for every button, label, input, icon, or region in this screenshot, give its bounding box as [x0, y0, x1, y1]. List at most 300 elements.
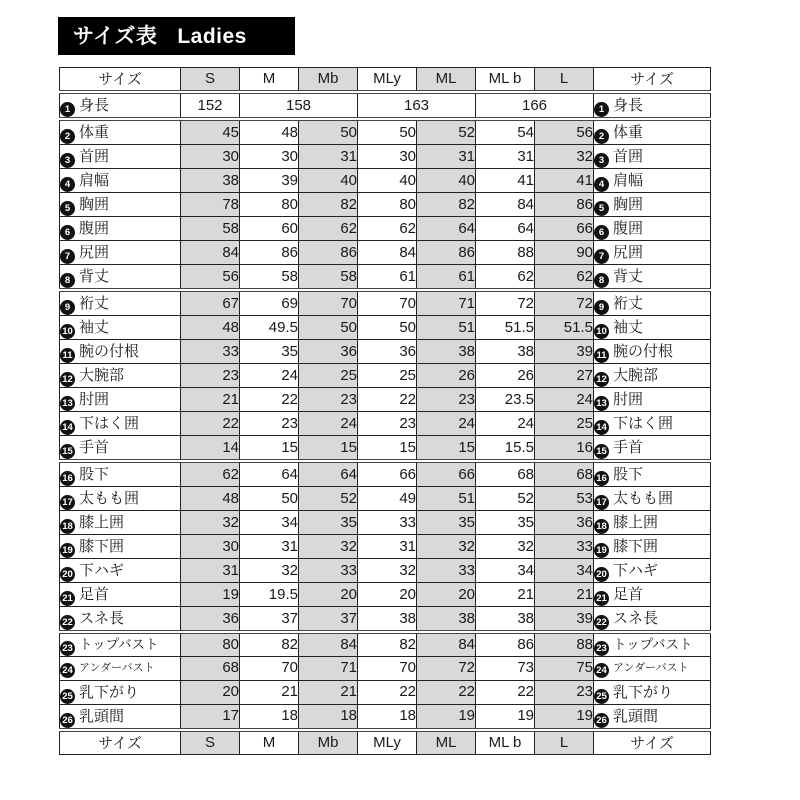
value-cell: 30: [240, 145, 299, 169]
table-row: [60, 388, 711, 412]
number-badge-icon: 14: [60, 420, 75, 435]
value-cell: 22: [417, 680, 476, 704]
value-cell: 45: [181, 119, 240, 145]
value-cell: 39: [240, 169, 299, 193]
header-size-mly: MLy: [358, 730, 417, 755]
value-cell: 36: [181, 607, 240, 633]
number-badge-icon: 16: [594, 471, 609, 486]
number-badge-icon: 21: [60, 591, 75, 606]
value-cell: 16: [535, 436, 594, 462]
header-size-m: M: [240, 730, 299, 755]
height-value: 152: [181, 92, 240, 119]
row-label: [60, 290, 181, 316]
value-cell: 23: [358, 412, 417, 436]
number-badge-icon: 9: [60, 300, 75, 315]
value-cell: 31: [417, 145, 476, 169]
value-cell: 78: [181, 193, 240, 217]
row-label-text: 裄丈: [613, 294, 644, 312]
row-label: [594, 680, 711, 704]
value-cell: 31: [299, 145, 358, 169]
row-label: [594, 461, 711, 487]
value-cell: 23.5: [476, 388, 535, 412]
row-label: [60, 241, 181, 265]
table-row: [60, 461, 711, 487]
row-label: [594, 487, 711, 511]
row-label-text: 手首: [613, 438, 644, 456]
value-cell: 40: [417, 169, 476, 193]
row-label-text: 下はく囲: [79, 414, 140, 432]
row-label-text: 背丈: [79, 267, 110, 285]
row-label: [60, 657, 181, 681]
header-size-m: M: [240, 68, 299, 93]
table-row: [60, 169, 711, 193]
number-badge-icon: 25: [594, 689, 609, 704]
value-cell: 30: [181, 535, 240, 559]
value-cell: 33: [181, 340, 240, 364]
row-label: [594, 436, 711, 462]
row-label: [594, 145, 711, 169]
number-badge-icon: 14: [594, 420, 609, 435]
number-badge-icon: 19: [594, 543, 609, 558]
value-cell: 72: [476, 290, 535, 316]
number-badge-icon: 5: [594, 201, 609, 216]
value-cell: 20: [299, 583, 358, 607]
header-size-mly: MLy: [358, 68, 417, 93]
value-cell: 88: [535, 632, 594, 657]
value-cell: 23: [535, 680, 594, 704]
row-label: [594, 657, 711, 681]
value-cell: 17: [181, 704, 240, 730]
value-cell: 50: [299, 316, 358, 340]
number-badge-icon: 1: [594, 102, 609, 117]
header-size-label: サイズ: [60, 68, 181, 93]
row-label-text: 太もも囲: [613, 489, 674, 507]
value-cell: 82: [358, 632, 417, 657]
value-cell: 50: [240, 487, 299, 511]
value-cell: 38: [476, 340, 535, 364]
value-cell: 22: [358, 680, 417, 704]
value-cell: 51.5: [535, 316, 594, 340]
row-label-text: 背丈: [613, 267, 644, 285]
row-label-text: アンダーバスト: [613, 661, 689, 675]
value-cell: 69: [240, 290, 299, 316]
row-label-text: 尻囲: [613, 243, 644, 261]
value-cell: 75: [535, 657, 594, 681]
value-cell: 26: [476, 364, 535, 388]
value-cell: 18: [299, 704, 358, 730]
value-cell: 86: [476, 632, 535, 657]
value-cell: 62: [358, 217, 417, 241]
number-badge-icon: 7: [60, 249, 75, 264]
number-badge-icon: 3: [60, 153, 75, 168]
value-cell: 50: [358, 316, 417, 340]
row-label-text: 身長: [79, 96, 110, 114]
row-label: [60, 607, 181, 633]
value-cell: 62: [535, 265, 594, 291]
table-row: [60, 583, 711, 607]
value-cell: 62: [181, 461, 240, 487]
value-cell: 38: [181, 169, 240, 193]
value-cell: 31: [181, 559, 240, 583]
table-row: [60, 193, 711, 217]
row-label-text: 腕の付根: [79, 342, 140, 360]
value-cell: 24: [476, 412, 535, 436]
row-label: [60, 583, 181, 607]
row-label: [594, 583, 711, 607]
number-badge-icon: 4: [60, 177, 75, 192]
value-cell: 30: [181, 145, 240, 169]
table-row: [60, 680, 711, 704]
value-cell: 82: [299, 193, 358, 217]
number-badge-icon: 10: [594, 324, 609, 339]
value-cell: 20: [417, 583, 476, 607]
table-row: [60, 119, 711, 145]
value-cell: 64: [299, 461, 358, 487]
row-label-text: 腹囲: [613, 219, 644, 237]
row-label: [60, 535, 181, 559]
number-badge-icon: 23: [594, 641, 609, 656]
number-badge-icon: 5: [60, 201, 75, 216]
value-cell: 56: [535, 119, 594, 145]
table-row: [60, 412, 711, 436]
value-cell: 19: [181, 583, 240, 607]
value-cell: 53: [535, 487, 594, 511]
value-cell: 25: [358, 364, 417, 388]
value-cell: 32: [240, 559, 299, 583]
value-cell: 35: [299, 511, 358, 535]
row-label-text: アンダーバスト: [79, 661, 155, 675]
value-cell: 15: [299, 436, 358, 462]
value-cell: 84: [299, 632, 358, 657]
value-cell: 86: [299, 241, 358, 265]
value-cell: 90: [535, 241, 594, 265]
value-cell: 49.5: [240, 316, 299, 340]
value-cell: 38: [417, 607, 476, 633]
number-badge-icon: 7: [594, 249, 609, 264]
value-cell: 31: [358, 535, 417, 559]
value-cell: 40: [299, 169, 358, 193]
value-cell: 61: [358, 265, 417, 291]
header-size-label: サイズ: [594, 730, 711, 755]
value-cell: 22: [358, 388, 417, 412]
row-label: [594, 169, 711, 193]
row-label: [60, 265, 181, 291]
row-label-text: 股下: [79, 465, 110, 483]
number-badge-icon: 3: [594, 153, 609, 168]
value-cell: 88: [476, 241, 535, 265]
value-cell: 24: [299, 412, 358, 436]
value-cell: 70: [358, 290, 417, 316]
value-cell: 35: [476, 511, 535, 535]
value-cell: 51: [417, 487, 476, 511]
value-cell: 15: [358, 436, 417, 462]
header-size-mb: Mb: [299, 68, 358, 93]
row-label: [60, 92, 181, 119]
value-cell: 19.5: [240, 583, 299, 607]
value-cell: 19: [476, 704, 535, 730]
value-cell: 58: [240, 265, 299, 291]
row-label-text: 足首: [613, 585, 644, 603]
value-cell: 72: [535, 290, 594, 316]
number-badge-icon: 15: [60, 444, 75, 459]
row-label: [594, 119, 711, 145]
row-label-text: 手首: [79, 438, 110, 456]
row-label-text: 膝上囲: [613, 513, 659, 531]
number-badge-icon: 25: [60, 689, 75, 704]
page-title: [58, 17, 295, 55]
number-badge-icon: 24: [60, 663, 75, 678]
number-badge-icon: 15: [594, 444, 609, 459]
row-label-text: 腕の付根: [613, 342, 674, 360]
header-size-mlb: ML b: [476, 730, 535, 755]
number-badge-icon: 2: [594, 129, 609, 144]
value-cell: 73: [476, 657, 535, 681]
number-badge-icon: 6: [60, 225, 75, 240]
value-cell: 68: [535, 461, 594, 487]
value-cell: 27: [535, 364, 594, 388]
number-badge-icon: 17: [60, 495, 75, 510]
value-cell: 34: [535, 559, 594, 583]
row-label-text: 袖丈: [613, 318, 644, 336]
row-label: [60, 436, 181, 462]
title-en: Ladies: [177, 25, 247, 48]
number-badge-icon: 11: [594, 348, 609, 363]
row-label: [60, 461, 181, 487]
value-cell: 56: [181, 265, 240, 291]
header-size-mb: Mb: [299, 730, 358, 755]
value-cell: 14: [181, 436, 240, 462]
header-size-label: サイズ: [60, 730, 181, 755]
header-size-ml: ML: [417, 68, 476, 93]
value-cell: 20: [181, 680, 240, 704]
value-cell: 84: [181, 241, 240, 265]
number-badge-icon: 10: [60, 324, 75, 339]
row-label: [60, 487, 181, 511]
value-cell: 52: [476, 487, 535, 511]
value-cell: 19: [535, 704, 594, 730]
number-badge-icon: 12: [60, 372, 75, 387]
row-label: [60, 364, 181, 388]
number-badge-icon: 22: [594, 615, 609, 630]
number-badge-icon: 11: [60, 348, 75, 363]
value-cell: 71: [299, 657, 358, 681]
number-badge-icon: 20: [594, 567, 609, 582]
value-cell: 62: [299, 217, 358, 241]
row-label: [594, 388, 711, 412]
value-cell: 35: [240, 340, 299, 364]
value-cell: 25: [299, 364, 358, 388]
value-cell: 66: [358, 461, 417, 487]
value-cell: 48: [240, 119, 299, 145]
value-cell: 38: [417, 340, 476, 364]
header-size-l: L: [535, 730, 594, 755]
row-label: [594, 92, 711, 119]
row-label-text: 首囲: [613, 147, 644, 165]
value-cell: 15: [240, 436, 299, 462]
value-cell: 32: [299, 535, 358, 559]
row-label: [594, 265, 711, 291]
value-cell: 48: [181, 316, 240, 340]
row-label-text: 肩幅: [79, 171, 110, 189]
value-cell: 15.5: [476, 436, 535, 462]
value-cell: 61: [417, 265, 476, 291]
value-cell: 22: [181, 412, 240, 436]
value-cell: 23: [240, 412, 299, 436]
value-cell: 51.5: [476, 316, 535, 340]
row-label: [594, 511, 711, 535]
row-label: [594, 559, 711, 583]
number-badge-icon: 2: [60, 129, 75, 144]
row-label-text: 裄丈: [79, 294, 110, 312]
row-label: [60, 704, 181, 730]
table-row: [60, 364, 711, 388]
value-cell: 36: [535, 511, 594, 535]
number-badge-icon: 1: [60, 102, 75, 117]
height-value: 158: [240, 92, 358, 119]
value-cell: 30: [358, 145, 417, 169]
table-row: [60, 265, 711, 291]
row-label-text: 乳頭間: [613, 706, 659, 725]
value-cell: 41: [476, 169, 535, 193]
row-label: [60, 193, 181, 217]
table-row: [60, 436, 711, 462]
table-row: [60, 607, 711, 633]
number-badge-icon: 23: [60, 641, 75, 656]
value-cell: 52: [417, 119, 476, 145]
value-cell: 39: [535, 340, 594, 364]
value-cell: 84: [358, 241, 417, 265]
value-cell: 54: [476, 119, 535, 145]
value-cell: 18: [240, 704, 299, 730]
row-label-text: トップバスト: [613, 637, 693, 653]
row-label: [60, 511, 181, 535]
value-cell: 49: [358, 487, 417, 511]
header-row: [60, 68, 711, 93]
row-label: [60, 169, 181, 193]
value-cell: 34: [476, 559, 535, 583]
header-size-l: L: [535, 68, 594, 93]
row-label-text: 肩幅: [613, 171, 644, 189]
number-badge-icon: 13: [60, 396, 75, 411]
value-cell: 50: [299, 119, 358, 145]
value-cell: 21: [476, 583, 535, 607]
value-cell: 33: [535, 535, 594, 559]
value-cell: 20: [358, 583, 417, 607]
value-cell: 23: [181, 364, 240, 388]
row-label: [60, 559, 181, 583]
value-cell: 32: [535, 145, 594, 169]
value-cell: 58: [299, 265, 358, 291]
value-cell: 18: [358, 704, 417, 730]
number-badge-icon: 18: [60, 519, 75, 534]
value-cell: 23: [299, 388, 358, 412]
table-row-height: [60, 92, 711, 119]
value-cell: 68: [181, 657, 240, 681]
row-label-text: 腹囲: [79, 219, 110, 237]
number-badge-icon: 6: [594, 225, 609, 240]
row-label-text: トップバスト: [79, 637, 159, 653]
row-label-text: 肘囲: [79, 390, 110, 408]
value-cell: 82: [417, 193, 476, 217]
row-label-text: 膝下囲: [613, 537, 659, 555]
value-cell: 41: [535, 169, 594, 193]
row-label-text: 下ハギ: [613, 561, 659, 579]
row-label-text: 乳下がり: [613, 682, 674, 701]
row-label-text: 体重: [613, 123, 644, 141]
value-cell: 68: [476, 461, 535, 487]
row-label: [60, 340, 181, 364]
value-cell: 36: [358, 340, 417, 364]
value-cell: 51: [417, 316, 476, 340]
number-badge-icon: 13: [594, 396, 609, 411]
row-label: [594, 412, 711, 436]
value-cell: 37: [299, 607, 358, 633]
value-cell: 36: [299, 340, 358, 364]
value-cell: 80: [358, 193, 417, 217]
table-row: [60, 559, 711, 583]
row-label-text: 膝下囲: [79, 537, 125, 555]
number-badge-icon: 4: [594, 177, 609, 192]
row-label-text: 胸囲: [79, 195, 110, 213]
header-row: [60, 730, 711, 755]
row-label: [60, 412, 181, 436]
table-row: [60, 487, 711, 511]
value-cell: 86: [417, 241, 476, 265]
row-label-text: 首囲: [79, 147, 110, 165]
row-label: [594, 217, 711, 241]
value-cell: 37: [240, 607, 299, 633]
table-row: [60, 657, 711, 681]
table-row: [60, 340, 711, 364]
number-badge-icon: 19: [60, 543, 75, 558]
value-cell: 21: [535, 583, 594, 607]
value-cell: 33: [358, 511, 417, 535]
value-cell: 80: [240, 193, 299, 217]
value-cell: 21: [181, 388, 240, 412]
value-cell: 31: [240, 535, 299, 559]
value-cell: 58: [181, 217, 240, 241]
row-label-text: スネ長: [79, 609, 125, 627]
value-cell: 70: [358, 657, 417, 681]
value-cell: 22: [476, 680, 535, 704]
number-badge-icon: 20: [60, 567, 75, 582]
value-cell: 64: [240, 461, 299, 487]
value-cell: 84: [476, 193, 535, 217]
value-cell: 80: [181, 632, 240, 657]
row-label-text: 乳頭間: [79, 706, 125, 725]
value-cell: 32: [417, 535, 476, 559]
value-cell: 48: [181, 487, 240, 511]
value-cell: 84: [417, 632, 476, 657]
value-cell: 38: [358, 607, 417, 633]
value-cell: 24: [535, 388, 594, 412]
row-label: [60, 632, 181, 657]
row-label: [594, 193, 711, 217]
row-label: [594, 704, 711, 730]
value-cell: 71: [417, 290, 476, 316]
height-value: 163: [358, 92, 476, 119]
table-row: [60, 704, 711, 730]
table-row: [60, 632, 711, 657]
size-chart-table: [59, 67, 711, 755]
value-cell: 66: [417, 461, 476, 487]
row-label-text: 胸囲: [613, 195, 644, 213]
value-cell: 15: [417, 436, 476, 462]
row-label-text: 股下: [613, 465, 644, 483]
value-cell: 31: [476, 145, 535, 169]
value-cell: 72: [417, 657, 476, 681]
header-size-ml: ML: [417, 730, 476, 755]
